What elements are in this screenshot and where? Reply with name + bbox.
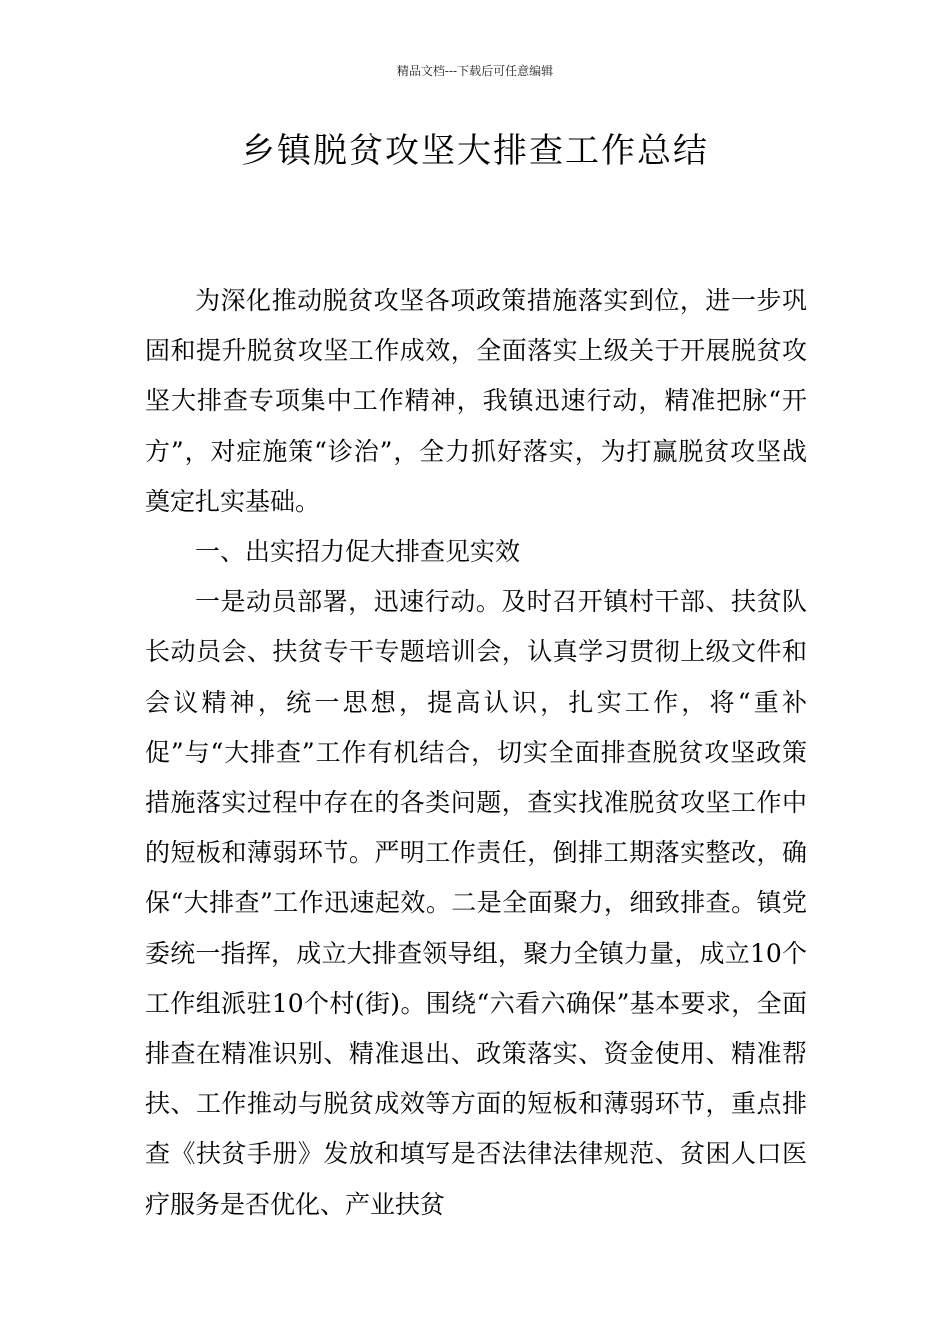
page-title: 乡镇脱贫攻坚大排查工作总结 [241,131,709,171]
header-note: 精品文档---下载后可任意编辑 [396,64,554,78]
section-heading: 一、出实招力促大排查见实效 [195,537,521,567]
section-body-paragraph: 一是动员部署，迅速行动。及时召开镇村干部、扶贫队长动员会、扶贫专干专题培训会，认真学习贯彻上级文件和会议精神，统一思想，提高认识，扎实工作，将“重补促”与“大排查”工作有机结合，切实全面排查脱贫攻坚政策措施落实过程中存在的各类问题，查实找准脱贫攻坚工作中的短板和薄弱环节。严明工作责任，倒排工期落实整改，确保“大排查”工作迅速起效。二是全面聚力，细致排查。镇党委统一指挥，成立大排查领导组，聚力全镇力量，成立10个工作组派驻10个村(街)。围绕“六看六确保”基本要求，全面排查在精准识别、精准退出、政策落实、资金使用、精准帮扶、工作推动与脱贫成效等方面的短板和薄弱环节，重点排查《扶贫手册》发放和填写是否法律法律规范、贫困人口医疗服务是否优化、产业扶贫 [145,587,807,1219]
intro-paragraph: 为深化推动脱贫攻坚各项政策措施落实到位，进一步巩固和提升脱贫攻坚工作成效，全面落实上级关于开展脱贫攻坚大排查专项集中工作精神，我镇迅速行动，精准把脉“开方”，对症施策“诊治”，全力抓好落实，为打赢脱贫攻坚战奠定扎实基础。 [145,286,807,516]
document-body [145,276,807,1230]
